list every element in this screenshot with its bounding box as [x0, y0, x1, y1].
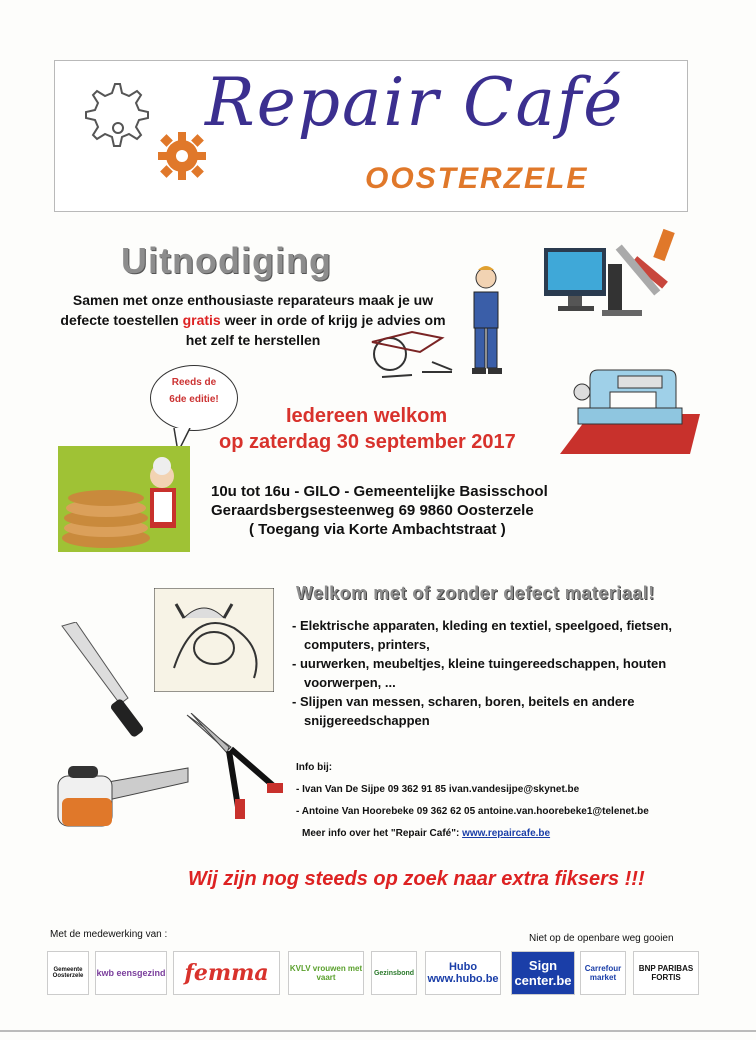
more-info	[296, 823, 649, 845]
info-label: Info bij:	[296, 762, 333, 773]
brand-title: Repair Café	[205, 64, 625, 141]
page-edge	[0, 1030, 756, 1032]
hedge-shears-illustration	[185, 713, 285, 823]
brand-subtitle: OOSTERZELE	[365, 162, 589, 195]
logo-sign-center: Sign center.be	[511, 951, 575, 995]
materials-heading: Welkom met of zonder defect materiaal!	[296, 583, 655, 603]
logo-gezinsbond: Gezinsbond	[371, 951, 417, 995]
logo-gemeente-oosterzele: Gemeente Oosterzele	[47, 951, 89, 995]
list-item: - Slijpen van messen, scharen, boren, beitels en andere snijgereedschappen	[292, 694, 635, 728]
computer-tools-illustration	[538, 228, 688, 323]
chainsaw-illustration	[54, 758, 189, 848]
sewing-machine-illustration	[560, 362, 700, 462]
gear-icon	[70, 72, 160, 172]
pancakes-grandma-illustration	[58, 446, 190, 552]
intro-highlight-free: gratis	[182, 312, 221, 328]
more-info-text: Meer info over het "Repair Café":	[302, 828, 463, 839]
contact-info	[296, 757, 649, 845]
logo-femma: femma	[173, 951, 280, 995]
logo-kvlv: KVLV vrouwen met vaart	[288, 951, 364, 995]
call-to-action: Wij zijn nog steeds op zoek naar extra fiksers !!!	[188, 868, 645, 890]
intro-text-end: weer in orde of krijg je advies om het zelf te herstellen	[185, 312, 446, 348]
viking-cartoon-illustration	[154, 588, 274, 692]
list-item: - Elektrische apparaten, kleding en textiel, speelgoed, fietsen, computers, printers,	[292, 618, 673, 652]
materials-list	[292, 616, 712, 730]
logo-carrefour: Carrefour market	[580, 951, 626, 995]
cooperation-label: Met de medewerking van :	[50, 929, 168, 940]
event-address: Geraardsbergsesteenweg 69 9860 Oosterzele	[211, 502, 534, 519]
welcome-heading: Iedereen welkom	[286, 405, 448, 427]
invitation-heading: Uitnodiging	[121, 240, 332, 281]
bubble-line-1: Reeds de	[171, 377, 217, 388]
event-date: op zaterdag 30 september 2017	[219, 431, 516, 453]
logo-bnp-paribas-fortis: BNP PARIBAS FORTIS	[633, 951, 699, 995]
edition-speech-bubble	[150, 365, 238, 431]
logo-hubo: Hubo www.hubo.be	[425, 951, 501, 995]
small-gear-icon	[152, 126, 212, 186]
event-time-location: 10u tot 16u - GILO - Gemeentelijke Basisschool	[211, 483, 548, 500]
logo-kwb: kwb eensgezind	[95, 951, 167, 995]
list-item: - uurwerken, meubeltjes, kleine tuingereedschappen, houten voorwerpen, ...	[292, 656, 667, 690]
event-details	[211, 482, 548, 539]
contact-antoine: - Antoine Van Hoorebeke 09 362 62 05 antoine.van.hoorebeke1@telenet.be	[296, 806, 649, 817]
repairman-bike-illustration	[362, 262, 522, 387]
bubble-line-2: 6de editie!	[169, 394, 219, 405]
contact-ivan: - Ivan Van De Sijpe 09 362 91 85 ivan.vandesijpe@skynet.be	[296, 784, 580, 795]
event-access: ( Toegang via Korte Ambachtstraat )	[249, 521, 506, 538]
bread-knife-illustration	[58, 622, 158, 742]
disposal-notice: Niet op de openbare weg gooien	[529, 933, 674, 944]
intro-text-start: Samen met onze enthousiaste reparateurs maak je uw defecte toestellen	[60, 292, 434, 328]
repaircafe-link[interactable]: www.repaircafe.be	[462, 828, 551, 839]
